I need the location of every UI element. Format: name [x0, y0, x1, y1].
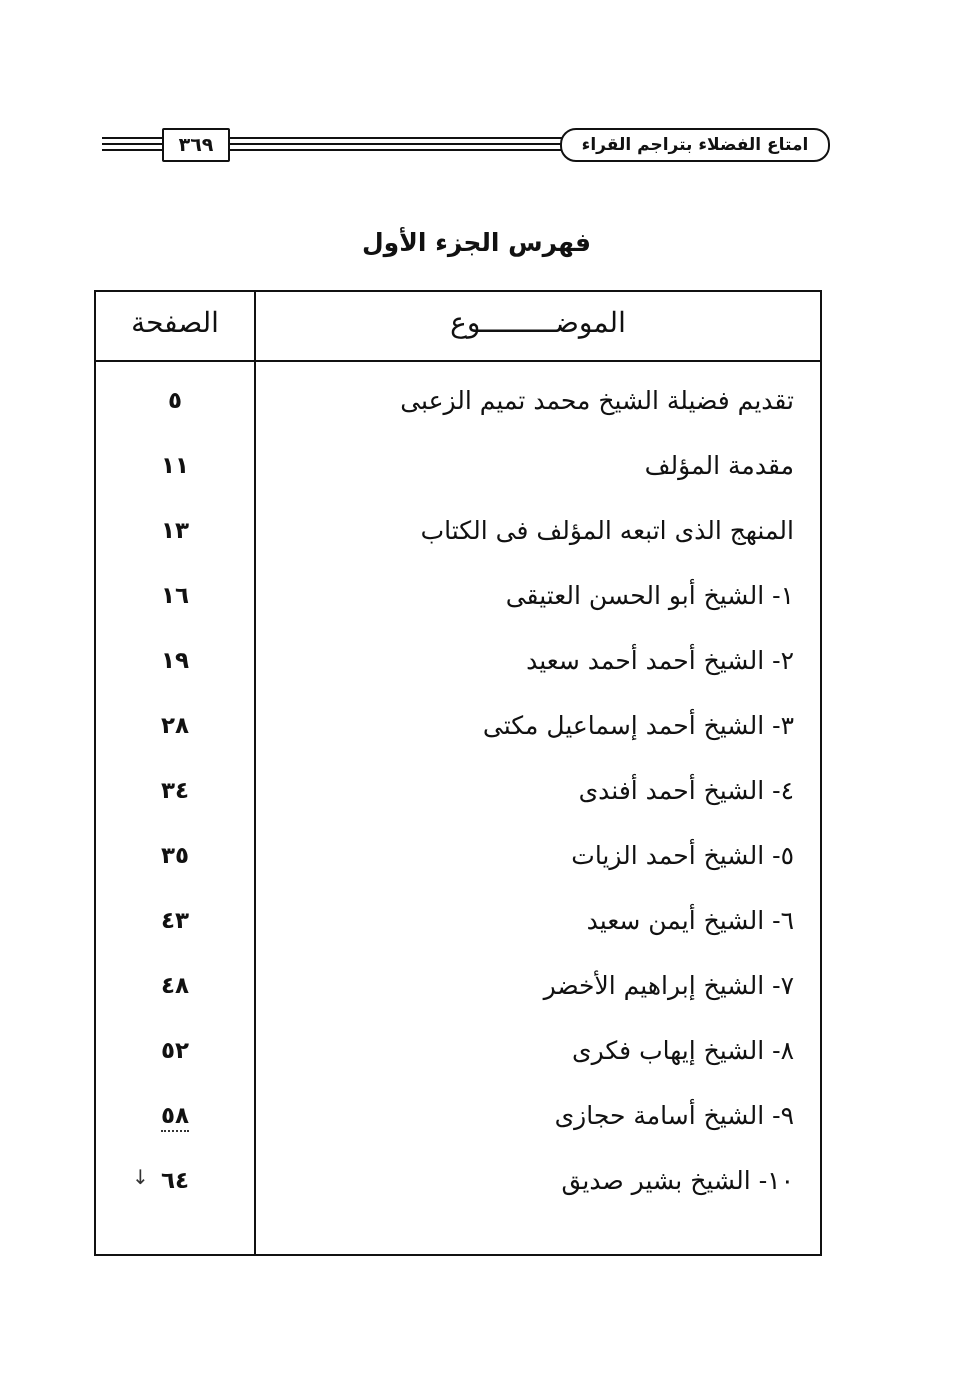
row-subject: المنهج الذى اتبعه المؤلف فى الكتاب — [420, 516, 794, 545]
book-title: امتاع الفضلاء بتراجم القراء — [560, 128, 830, 162]
column-header-page: الصفحة — [131, 306, 219, 339]
row-page: ٣٤ — [160, 778, 190, 804]
header-rule-left — [102, 143, 164, 145]
row-page: ١١ — [160, 453, 190, 479]
row-page: ٥ — [167, 388, 183, 414]
table-row — [96, 511, 820, 551]
table-row — [96, 966, 820, 1006]
row-page: ٥٢ — [160, 1038, 190, 1064]
table-row — [96, 706, 820, 746]
table-row — [96, 1161, 820, 1201]
header-row-rule — [96, 360, 820, 362]
row-page: ٣٥ — [160, 843, 190, 869]
row-subject: ٢- الشيخ أحمد أحمد سعيد — [526, 646, 794, 675]
row-page: ٤٨ — [160, 973, 190, 999]
column-header-subject: الموضـــــــــوع — [450, 306, 626, 339]
section-title: فهرس الجزء الأول — [361, 228, 592, 257]
table-row — [96, 576, 820, 616]
table-row — [96, 1096, 820, 1136]
row-page — [96, 1096, 254, 1136]
table-row — [96, 901, 820, 941]
row-subject: ١- الشيخ أبو الحسن العتيقى — [505, 581, 794, 610]
row-page: ١٣ — [160, 518, 190, 544]
table-row — [96, 1031, 820, 1071]
row-page: ٤٣ — [160, 908, 190, 934]
row-page-value: ٥٨ — [161, 1103, 189, 1132]
row-subject: ٧- الشيخ إبراهيم الأخضر — [543, 971, 794, 1000]
row-subject: ٨- الشيخ إيهاب فكرى — [572, 1036, 794, 1065]
page-number: ٣٦٩ — [162, 128, 230, 162]
row-subject: تقديم فضيلة الشيخ محمد تميم الزعبى — [400, 386, 794, 415]
table-row — [96, 771, 820, 811]
row-page: ٦٤ — [160, 1168, 190, 1194]
index-table — [94, 290, 822, 1256]
table-row — [96, 836, 820, 876]
row-page: ١٦ — [160, 583, 190, 609]
header-rule-middle — [228, 149, 562, 151]
pen-arrow-mark: ↓ — [132, 1165, 149, 1189]
row-page: ٢٨ — [160, 713, 190, 739]
header-rule-left — [102, 137, 164, 139]
running-header — [100, 126, 830, 164]
row-subject: مقدمة المؤلف — [644, 451, 794, 480]
header-rule-left — [102, 149, 164, 151]
header-rule-middle — [228, 143, 562, 145]
table-row — [96, 446, 820, 486]
table-row — [96, 381, 820, 421]
row-subject: ٥- الشيخ أحمد الزيات — [571, 841, 794, 870]
row-subject: ٤- الشيخ أحمد أفندى — [578, 776, 794, 805]
row-page: ١٩ — [160, 648, 190, 674]
table-row — [96, 641, 820, 681]
row-subject: ٦- الشيخ أيمن سعيد — [586, 906, 794, 935]
row-subject: ٩- الشيخ أسامة حجازى — [554, 1101, 794, 1130]
header-rule-middle — [228, 137, 562, 139]
row-subject: ١٠- الشيخ بشير صديق — [561, 1166, 794, 1195]
row-subject: ٣- الشيخ أحمد إسماعيل مكتى — [482, 711, 794, 740]
